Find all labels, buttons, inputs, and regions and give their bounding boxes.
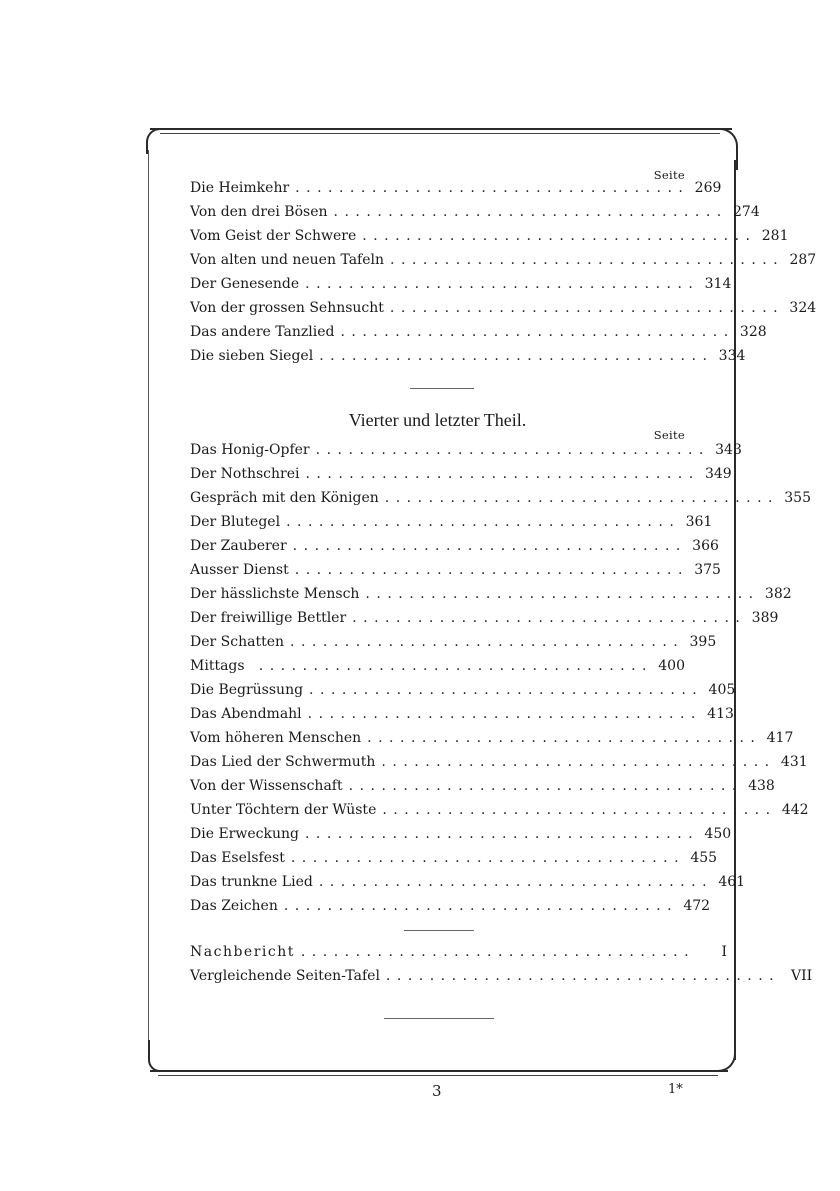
toc-entry-page: 382 [764, 586, 792, 602]
frame-top-inner-border [160, 133, 720, 134]
leader-dots: .................................... [318, 874, 714, 890]
toc-entry[interactable] [190, 466, 732, 490]
leader-dots: .................................... [304, 826, 700, 842]
toc-entry-title: Das Honig-Opfer [190, 442, 310, 458]
toc-entry-title: Das Lied der Schwermuth [190, 754, 376, 770]
toc-entry-title: Das Zeichen [190, 898, 278, 914]
leader-dots: .................................... [283, 898, 679, 914]
toc-entry-page: 455 [690, 850, 718, 866]
toc-entry[interactable] [190, 754, 808, 778]
leader-dots: .................................... [333, 204, 728, 220]
toc-entry-title: Der Nothschrei [190, 466, 300, 482]
toc-entry[interactable] [190, 442, 742, 466]
leader-dots: .................................... [365, 586, 760, 602]
toc-entry-title: Die Heimkehr [190, 180, 290, 196]
section-divider [404, 930, 474, 931]
toc-entry-title: Das trunkne Lied [190, 874, 313, 890]
frame-bottom-border [150, 1070, 728, 1072]
toc-entry[interactable] [190, 634, 717, 658]
toc-entry[interactable] [190, 850, 718, 874]
leader-dots: .................................... [384, 490, 779, 506]
toc-entry[interactable] [190, 730, 794, 754]
toc-entry-page: 389 [751, 610, 779, 626]
toc-entry-title: Mittags [190, 658, 245, 674]
toc-entry-title: Nachbericht [190, 944, 295, 960]
leader-dots: .................................... [362, 228, 757, 244]
toc-entry[interactable] [190, 538, 719, 562]
toc-entry-title: Unter Töchtern der Wüste [190, 802, 377, 818]
leader-dots: .................................... [340, 324, 735, 340]
leader-dots: .................................... [290, 850, 686, 866]
toc-entry[interactable] [190, 682, 736, 706]
toc-entry[interactable] [190, 514, 713, 538]
leader-dots: .................................... [305, 276, 700, 292]
toc-list-appendix [190, 944, 813, 992]
toc-entry-page: 438 [748, 778, 775, 794]
toc-entry[interactable] [190, 610, 779, 634]
toc-entry-page: 375 [694, 562, 721, 578]
toc-entry[interactable] [190, 348, 746, 372]
toc-entry[interactable] [190, 252, 817, 276]
toc-entry-page: I [721, 944, 728, 960]
toc-entry-title: Der hässlichste Mensch [190, 586, 360, 602]
toc-entry[interactable] [190, 204, 760, 228]
closing-divider [384, 1018, 494, 1019]
toc-entry-title: Von der grossen Sehnsucht [190, 300, 384, 316]
frame-left-border [148, 150, 149, 1050]
toc-entry-title: Von den drei Bösen [190, 204, 328, 220]
leader-dots: .................................... [300, 944, 696, 960]
toc-entry[interactable] [190, 276, 732, 300]
toc-entry-title: Das Abendmahl [190, 706, 302, 722]
toc-entry-title: Die Erweckung [190, 826, 299, 842]
leader-dots: .................................... [315, 442, 710, 458]
toc-entry-page: 361 [685, 514, 713, 530]
toc-entry[interactable] [190, 968, 813, 992]
toc-entry-title: Die sieben Siegel [190, 348, 314, 364]
leader-dots: .................................... [286, 514, 681, 530]
toc-entry-page: 366 [692, 538, 719, 554]
toc-entry[interactable] [190, 228, 789, 252]
toc-entry[interactable] [190, 324, 767, 348]
toc-entry-page: 355 [784, 490, 811, 506]
leader-dots: .................................... [389, 300, 785, 316]
leader-dots: .................................... [294, 562, 689, 578]
signature-mark: 1* [668, 1082, 683, 1097]
toc-entry-page: VII [790, 968, 813, 984]
toc-entry-title: Von der Wissenschaft [190, 778, 343, 794]
toc-entry[interactable] [190, 874, 746, 898]
leader-dots: .................................... [258, 658, 653, 674]
toc-entry-title: Vom höheren Menschen [190, 730, 362, 746]
toc-entry-page: 314 [704, 276, 732, 292]
toc-entry-page: 461 [718, 874, 746, 890]
toc-entry[interactable] [190, 490, 811, 514]
toc-entry-title: Das andere Tanzlied [190, 324, 335, 340]
toc-entry[interactable] [190, 802, 809, 826]
seite-label-part-four: Seite [653, 428, 685, 442]
toc-entry-title: Der Blutegel [190, 514, 281, 530]
toc-entry-title: Der Zauberer [190, 538, 287, 554]
toc-entry-page: 450 [704, 826, 732, 842]
frame-top-border [150, 128, 732, 130]
toc-entry-title: Die Begrüssung [190, 682, 304, 698]
toc-entry[interactable] [190, 658, 685, 682]
toc-entry-title: Der Genesende [190, 276, 300, 292]
toc-entry-page: 413 [707, 706, 734, 722]
section-divider [410, 388, 474, 389]
toc-entry[interactable] [190, 944, 728, 968]
toc-entry-title: Gespräch mit den Königen [190, 490, 379, 506]
seite-label-top: Seite [653, 168, 685, 182]
leader-dots: .................................... [290, 634, 685, 650]
toc-entry-page: 417 [766, 730, 794, 746]
toc-entry-page: 334 [718, 348, 746, 364]
toc-entry-title: Der freiwillige Bettler [190, 610, 347, 626]
leader-dots: .................................... [367, 730, 762, 746]
leader-dots: .................................... [295, 180, 690, 196]
frame-corner-bottom-left [148, 1040, 162, 1072]
toc-entry-page: 328 [739, 324, 767, 340]
toc-entry[interactable] [190, 898, 711, 922]
toc-entry[interactable] [190, 562, 721, 586]
toc-entry[interactable] [190, 826, 732, 850]
toc-entry[interactable] [190, 778, 775, 802]
toc-entry-title: Vom Geist der Schwere [190, 228, 357, 244]
toc-entry-page: 281 [761, 228, 789, 244]
leader-dots: .................................... [385, 968, 781, 984]
toc-entry-title: Das Eselsfest [190, 850, 285, 866]
toc-entry-title: Vergleichende Seiten-Tafel [190, 968, 380, 984]
toc-entry[interactable] [190, 706, 734, 730]
toc-entry[interactable] [190, 586, 792, 610]
toc-entry-page: 431 [780, 754, 808, 770]
toc-entry-page: 274 [733, 204, 760, 220]
toc-entry-title: Ausser Dienst [190, 562, 289, 578]
leader-dots: .................................... [381, 754, 776, 770]
toc-list-part-four [190, 442, 811, 922]
toc-entry-title: Der Schatten [190, 634, 285, 650]
toc-entry-page: 400 [658, 658, 685, 674]
toc-entry[interactable] [190, 300, 817, 324]
leader-dots: .................................... [382, 802, 777, 818]
leader-dots: .................................... [352, 610, 747, 626]
leader-dots: .................................... [390, 252, 785, 268]
frame-bottom-inner-border [158, 1075, 718, 1076]
frame-corner-bottom-right [712, 1036, 736, 1072]
leader-dots: .................................... [348, 778, 743, 794]
leader-dots: .................................... [292, 538, 687, 554]
part-heading: Vierter und letzter Theil. [348, 410, 527, 430]
leader-dots: .................................... [319, 348, 714, 364]
toc-entry-page: 395 [689, 634, 717, 650]
leader-dots: .................................... [309, 682, 704, 698]
leader-dots: .................................... [305, 466, 700, 482]
toc-entry-page: 343 [715, 442, 742, 458]
toc-list-top [190, 180, 817, 372]
toc-entry-page: 287 [789, 252, 817, 268]
toc-entry-page: 442 [781, 802, 809, 818]
toc-entry-page: 324 [789, 300, 817, 316]
toc-entry-page: 472 [683, 898, 711, 914]
toc-entry-page: 269 [694, 180, 722, 196]
page-number: 3 [432, 1082, 442, 1100]
toc-entry-page: 349 [704, 466, 732, 482]
toc-entry[interactable] [190, 180, 722, 204]
leader-dots: .................................... [307, 706, 702, 722]
toc-entry-page: 405 [708, 682, 736, 698]
toc-entry-title: Von alten und neuen Tafeln [190, 252, 384, 268]
